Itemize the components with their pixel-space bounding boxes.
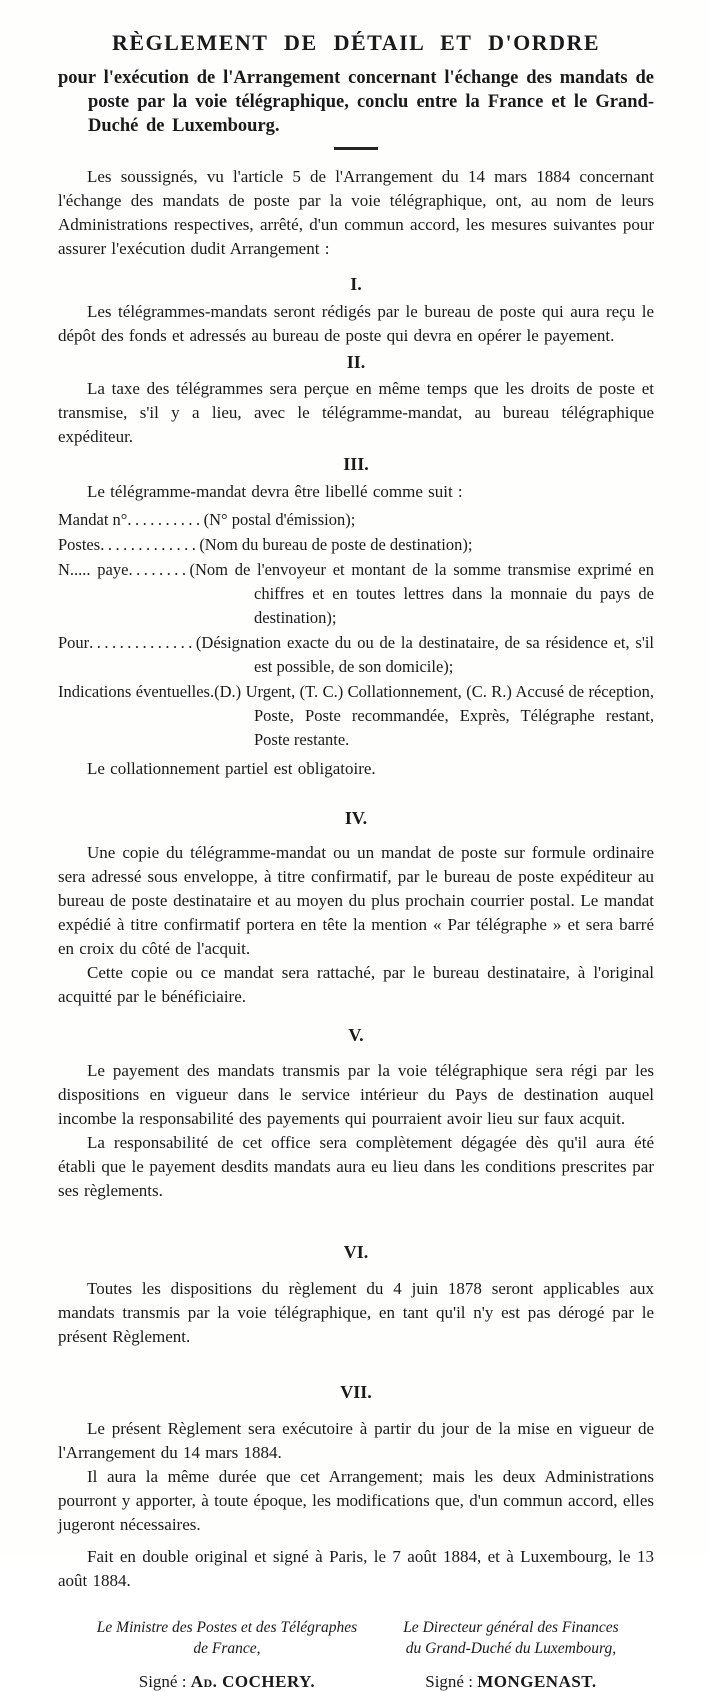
section-v-paragraph-1: Le payement des mandats transmis par la voie télégraphique sera régi par les dispositions en vigueur dans le service intérieur du Pays de destination auquel incombe la responsabilité des payements qui pourraient avoir lieu sur faux acquit.: [58, 1061, 654, 1128]
form-label: N..... paye: [58, 560, 129, 579]
dotted-leader: ..........: [127, 510, 204, 529]
dotted-leader: ..............: [89, 633, 196, 652]
form-line-postes: [58, 533, 654, 557]
execution-clause-paragraph: Fait en double original et signé à Paris, le 7 août 1884, et à Luxembourg, le 13 août 1884.: [58, 1547, 654, 1590]
section-iii-heading: III.: [343, 454, 369, 474]
section-v-paragraph-2: La responsabilité de cet office sera complètement dégagée dès qu'il aura été établi que le payement desdits mandats aura eu lieu dans les conditions prescrites par ses règlements.: [58, 1133, 654, 1200]
signature-right-title-line1: Le Directeur général des Finances: [403, 1619, 619, 1636]
telegram-form-block: [58, 508, 654, 752]
signature-left-title-line2: de France,: [193, 1640, 261, 1657]
form-line-mandat-numero: [58, 508, 654, 532]
signature-block: [58, 1617, 654, 1692]
section-i-paragraph: Les télégrammes-mandats seront rédigés par le bureau de poste qui aura reçu le dépôt des fonds et adressés au bureau de poste qui devra en opérer le payement.: [58, 302, 654, 345]
preamble-paragraph: Les soussignés, vu l'article 5 de l'Arrangement du 14 mars 1884 concernant l'échange des mandats de poste par la voie télégraphique, ont, au nom de leurs Administrations respectives, arrêté, d'un commun accord, les mesures suivantes pour assurer l'exécution dudit Arrangement :: [58, 167, 654, 258]
signed-label: Signé :: [425, 1672, 473, 1691]
title-divider-rule: [334, 147, 378, 150]
collationnement-note: Le collationnement partiel est obligatoire.: [87, 759, 376, 778]
section-iii-intro-paragraph: Le télégramme-mandat devra être libellé comme suit :: [87, 482, 463, 501]
form-line-indications-eventuelles: [58, 680, 654, 752]
form-line-n-paye: [58, 558, 654, 630]
form-label: Indications éventuelles.: [58, 682, 215, 701]
section-ii-paragraph: La taxe des télégrammes sera perçue en même temps que les droits de poste et transmise, s'il y a lieu, avec le télégramme-mandat, au bureau télégraphique expéditeur.: [58, 379, 654, 446]
section-iv-paragraph-2: Cette copie ou ce mandat sera rattaché, par le bureau destinataire, à l'original acquitté par le bénéficiaire.: [58, 963, 654, 1006]
section-ii-heading: II.: [346, 352, 366, 372]
signature-right-signed: [368, 1672, 654, 1692]
signature-left-title-line1: Le Ministre des Postes et des Télégraphes: [96, 1619, 358, 1636]
form-description: (Désignation exacte du ou de la destinataire, de sa résidence et, s'il est possible, de son domicile);: [195, 633, 654, 676]
form-label: Postes: [58, 535, 101, 554]
signed-name: MONGENAST.: [477, 1672, 597, 1691]
form-description: (D.) Urgent, (T. C.) Collationnement, (C. R.) Accusé de réception, Poste, Poste recommandée, Exprès, Télégraphe restant, Poste restante.: [214, 682, 654, 749]
section-vi-heading: VI.: [343, 1242, 369, 1262]
section-vii-paragraph-1: Le présent Règlement sera exécutoire à partir du jour de la mise en vigueur de l'Arrangement du 14 mars 1884.: [58, 1419, 654, 1462]
signed-label: Signé :: [138, 1672, 187, 1691]
form-description: (N° postal d'émission);: [203, 510, 356, 529]
form-label: Mandat n°: [58, 510, 128, 529]
dotted-leader: ........: [128, 560, 190, 579]
form-description: (Nom du bureau de poste de destination);: [199, 535, 473, 554]
document-title: RÈGLEMENT DE DÉTAIL ET D'ORDRE: [111, 30, 601, 55]
section-vi-paragraph: Toutes les dispositions du règlement du 4 juin 1878 seront applicables aux mandats transmis par la voie télégraphique, en tant qu'il n'y est pas dérogé par le présent Règlement.: [58, 1279, 654, 1346]
form-description: (Nom de l'envoyeur et montant de la somme transmise exprimé en chiffres et en toutes lettres dans la monnaie du pays de destination);: [189, 560, 654, 627]
section-vii-heading: VII.: [340, 1382, 372, 1402]
section-iv-heading: IV.: [344, 808, 368, 828]
section-i-heading: I.: [350, 274, 362, 294]
document-subtitle: pour l'exécution de l'Arrangement concernant l'échange des mandats de poste par la voie télégraphique, conclu entre la France et le Grand-Duché de Luxembourg.: [58, 68, 654, 136]
form-label: Pour: [58, 633, 90, 652]
signed-name: Ad. COCHERY.: [190, 1672, 316, 1691]
form-line-pour: [58, 631, 654, 679]
section-iv-paragraph-1: Une copie du télégramme-mandat ou un mandat de poste sur formule ordinaire sera adressé sous enveloppe, à titre confirmatif, par le bureau de poste expéditeur au bureau de poste destinataire et au moyen du plus prochain courrier postal. Le mandat expédié à titre confirmatif portera en tête la mention « Par télégraphe » et sera barré en croix du côté de l'acquit.: [58, 843, 654, 958]
section-vii-paragraph-2: Il aura la même durée que cet Arrangement; mais les deux Administrations pourront y apporter, à toute époque, les modifications que, d'un commun accord, elles jugeront nécessaires.: [58, 1467, 654, 1534]
signature-right: [368, 1617, 654, 1692]
signature-left: [58, 1617, 368, 1692]
dotted-leader: .............: [100, 535, 200, 554]
signature-right-title-line2: du Grand-Duché du Luxembourg,: [405, 1640, 617, 1657]
signature-left-signed: [86, 1672, 368, 1692]
section-v-heading: V.: [348, 1025, 364, 1045]
